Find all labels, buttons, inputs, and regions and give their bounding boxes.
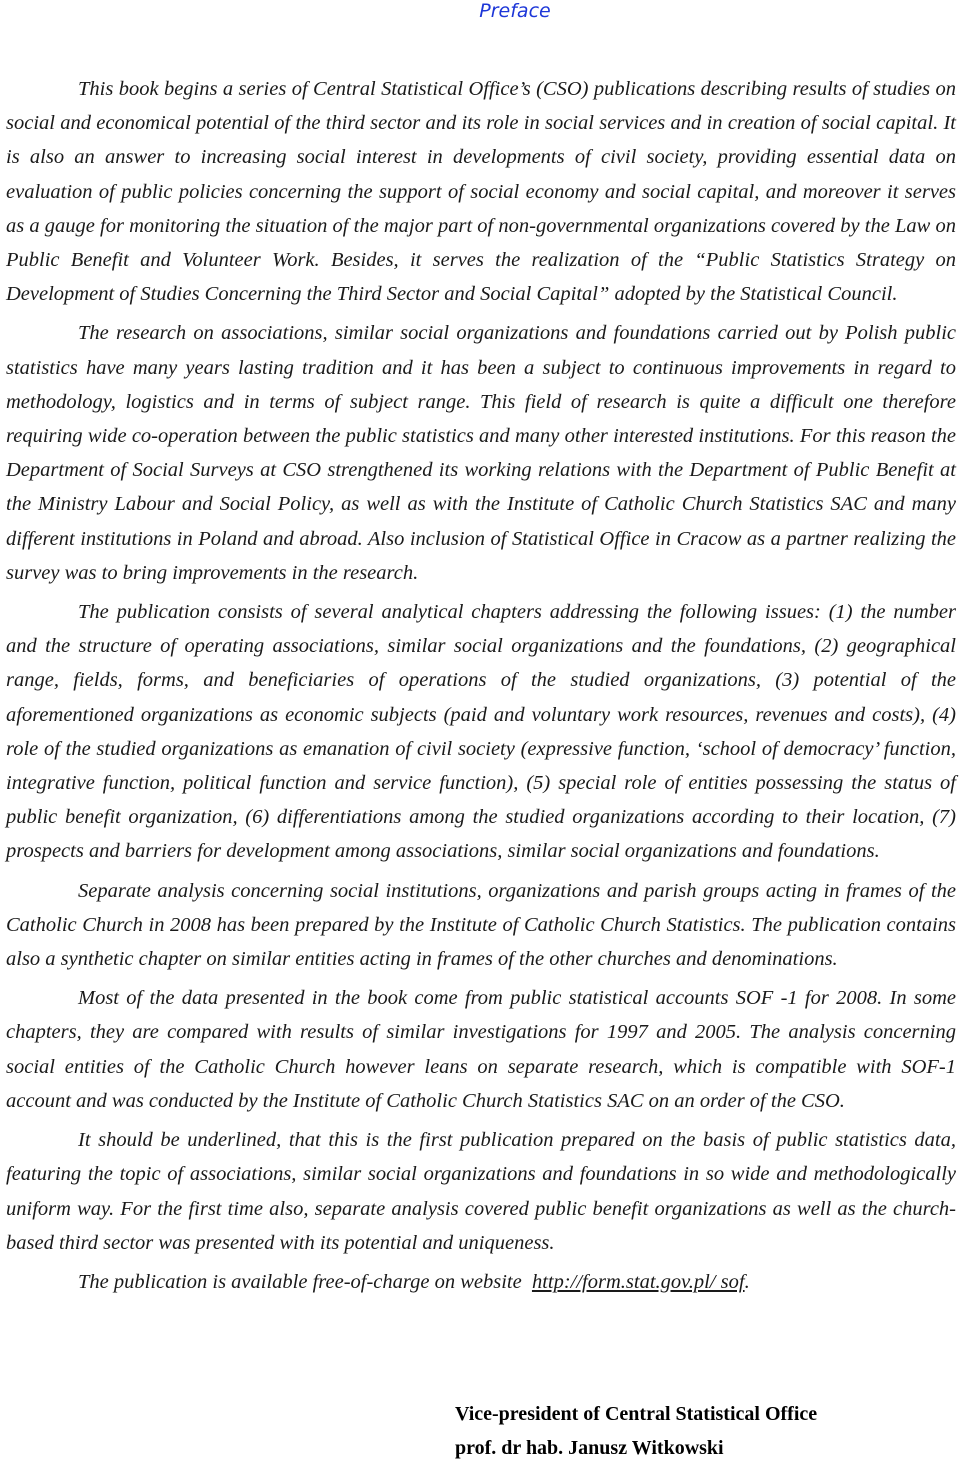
paragraph-intro: This book begins a series of Central Statistical Office’s (CSO) publications describing results of studies on social and economical potential of the third sector and its role in social services and in creation of social capital. It is also an answer to increasing social interest in developments of civil society, providing essential data on evaluation of public policies concerning the support of social economy and social capital, and moreover it serves as a gauge for monitoring the situation of the major part of non-governmental organizations covered by the Law on Public Benefit and Volunteer Work. Besides, it serves the realization of the “Public Statistics Strategy on Development of Studies Concerning the Third Sector and Social Capital” adopted by the Statistical Council. (6, 78, 956, 306)
website-link[interactable]: http://form.stat.gov.pl/ sof (531, 1270, 745, 1293)
paragraph-data-sources: Most of the data presented in the book come from public statistical accounts SOF -1 for 2008. In some chapters, they are compared with results of similar investigations for 1997 and 2005. The analysis concerning social entities of the Catholic Church however leans on separate research, which is compatible with SOF-1 account and was conducted by the Institute of Catholic Church Statistics SAC on an order of the CSO. (6, 987, 956, 1112)
page-title: Preface (479, 0, 551, 22)
paragraph-availability (6, 1265, 956, 1299)
signature-position: Vice-president of Central Statistical Office (455, 1403, 818, 1425)
paragraph-research: The research on associations, similar social organizations and foundations carried out by Polish public statistics have many years lasting tradition and it has been a subject to continuous improvements in regard to methodology, logistics and in terms of subject range. This field of research is quite a difficult one therefore requiring wide co-operation between the public statistics and many other interested institutions. For this reason the Department of Social Surveys at CSO strengthened its working relations with the Department of Public Benefit at the Ministry Labour and Social Policy, as well as with the Institute of Catholic Church Statistics SAC and many different institutions in Poland and abroad. Also inclusion of Statistical Office in Cracow as a partner realizing the survey was to bring improvements in the research. (6, 322, 956, 584)
availability-end: . (744, 1270, 750, 1293)
signature-block (455, 1397, 817, 1465)
paragraph-first-publication: It should be underlined, that this is the first publication prepared on the basis of public statistics data, featuring the topic of associations, similar social organizations and foundations in so wide and methodologically uniform way. For the first time also, separate analysis covered public benefit organizations as well as the church-based third sector was presented with its potential and uniqueness. (6, 1129, 956, 1254)
paragraph-chapters: The publication consists of several analytical chapters addressing the following issues: (1) the number and the structure of operating associations, similar social organizations and the foundations, (2) geographical range, fields, forms, and beneficiaries of operations of the studied organizations, (3) potential of the aforementioned organizations as economic subjects (paid and voluntary work resources, revenues and costs), (4) role of the studied organizations as emanation of civil society (expressive function, ‘school of democracy’ function, integrative function, political function and service function), (5) special role of entities possessing the status of public benefit organization, (6) differentiations among the studied organizations according to their location, (7) prospects and barriers for development among associations, similar social organizations and foundations. (6, 601, 956, 863)
availability-text: The publication is available free-of-charge on website (78, 1270, 522, 1293)
paragraph-church-analysis: Separate analysis concerning social institutions, organizations and parish groups acting in frames of the Catholic Church in 2008 has been prepared by the Institute of Catholic Church Statistics. The publication contains also a synthetic chapter on similar entities acting in frames of the other churches and denominations. (6, 879, 956, 971)
preface-body (6, 72, 956, 1304)
signature-name: prof. dr hab. Janusz Witkowski (455, 1437, 724, 1459)
